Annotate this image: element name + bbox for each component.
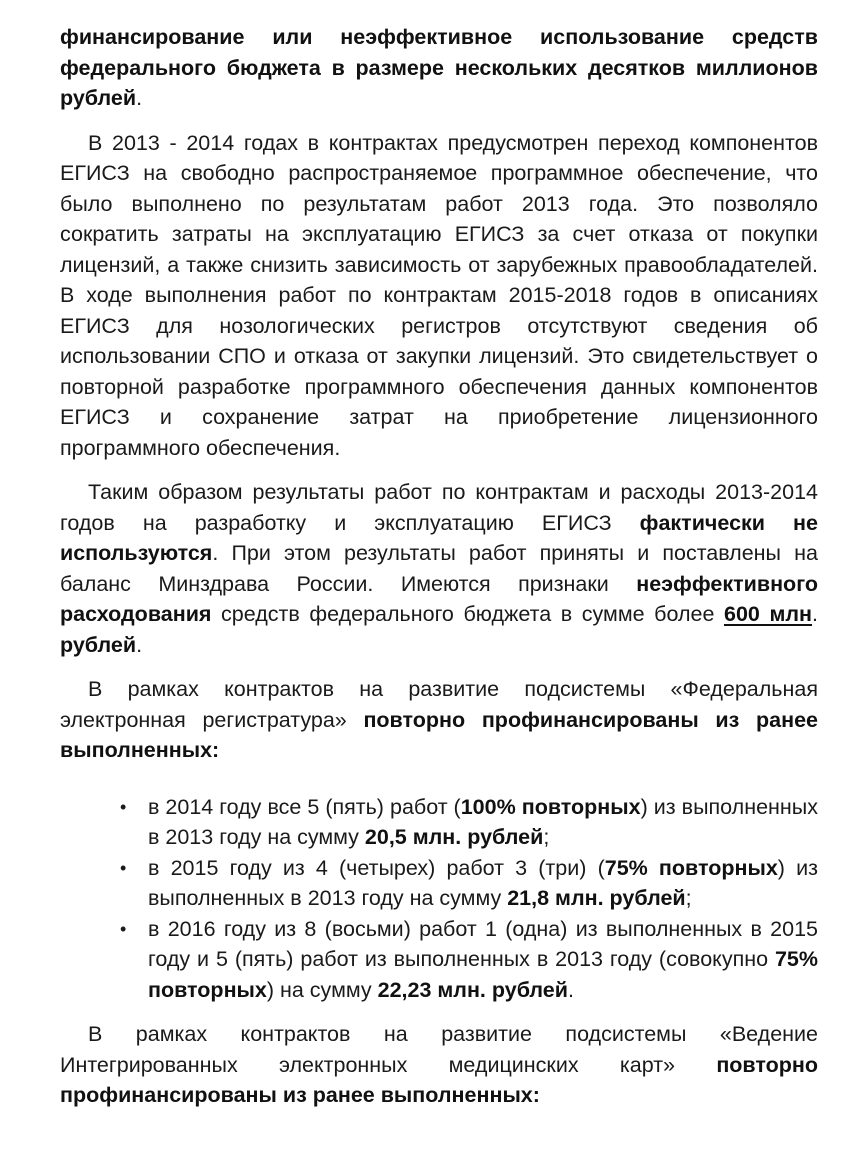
list-item: • в 2014 году все 5 (пять) работ (100% повторных) из выполненных в 2013 году на сумму 20,5 млн. рублей; — [148, 792, 818, 853]
bullet-icon: • — [120, 796, 127, 817]
bold-phrase: рублей — [60, 632, 137, 657]
text-run: средств федерального бюджета в сумме более — [211, 602, 724, 626]
paragraph-results-summary — [60, 477, 818, 660]
text-run: . — [136, 632, 143, 657]
paragraph-registry-intro — [60, 674, 818, 766]
bullet-icon: • — [120, 918, 127, 939]
list-item: • в 2016 году из 8 (восьми) работ 1 (одна) из выполненных в 2015 году и 5 (пять) работ из выполненных в 2013 году (совокупно 75% повторных) на сумму 22,23 млн. рублей. — [148, 914, 818, 1006]
bold-phrase: неэффективного расходования — [60, 571, 818, 626]
text-run: . — [136, 86, 143, 110]
bold-phrase: повторно профинансированы из ранее выполненных: — [60, 707, 819, 762]
text-run: . — [812, 602, 818, 626]
text-run: . При этом результаты работ приняты и поставлены на баланс Минздрава России. Имеются признаки — [60, 541, 818, 596]
text-run: Таким образом результаты работ по контрактам и расходы 2013-2014 годов на разработку и эксплуатацию ЕГИСЗ — [60, 480, 818, 535]
amount-underlined: 600 млн — [724, 602, 813, 626]
repeat-funding-list — [60, 792, 818, 1006]
bold-phrase: повторно профинансированы из ранее выполненных: — [60, 1052, 818, 1107]
list-item: • в 2015 году из 4 (четырех) работ 3 (три) (75% повторных) из выполненных в 2013 году на сумму 21,8 млн. рублей; — [148, 853, 818, 914]
paragraph-emk-intro — [60, 1019, 818, 1111]
bullet-icon: • — [120, 857, 127, 878]
paragraph-continuation — [60, 22, 818, 114]
text-run: В рамках контрактов на развитие подсистемы «Федеральная электронная регистратура» — [60, 677, 818, 732]
text-run: В рамках контрактов на развитие подсистемы «Ведение Интегрированных электронных медицинских карт» — [60, 1022, 818, 1077]
bold-phrase: финансирование или неэффективное использование средств федерального бюджета в размере нескольких десятков миллионов рублей — [60, 25, 818, 110]
bold-phrase: фактически не используются — [60, 510, 818, 565]
paragraph-spo-transition: В 2013 - 2014 годах в контрактах предусмотрен переход компонентов ЕГИСЗ на свободно распространяемое программное обеспечение, что было выполнено по результатам работ 2013 года. Это позволяло сократить затраты на эксплуатацию ЕГИСЗ за счет отказа от покупки лицензий, а также снизить зависимость от зарубежных правообладателей. В ходе выполнения работ по контрактам 2015-2018 годов в описаниях ЕГИСЗ для нозологических регистров отсутствуют сведения об использовании СПО и отказа от закупки лицензий. Это свидетельствует о повторной разработке программного обеспечения данных компонентов ЕГИСЗ и сохранение затрат на приобретение лицензионного программного обеспечения. — [60, 130, 818, 460]
document-page — [60, 22, 818, 1111]
